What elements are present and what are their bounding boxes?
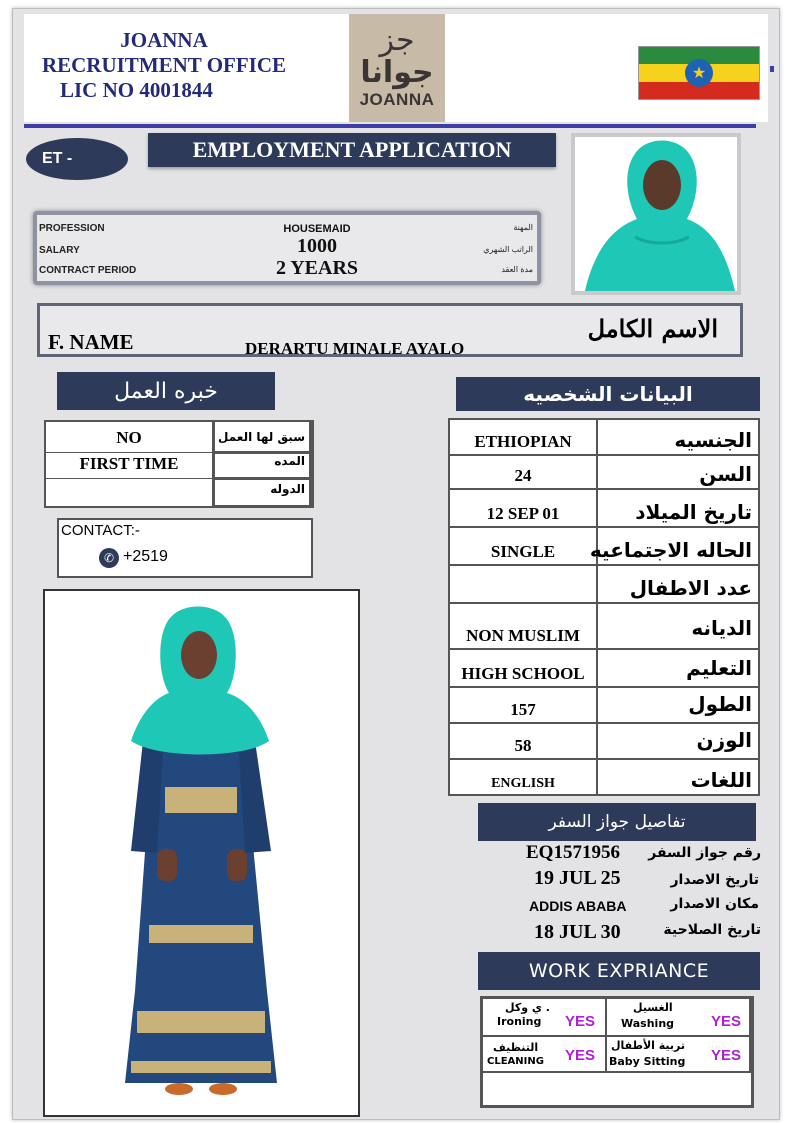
languages-value: ENGLISH <box>491 776 555 791</box>
washing-label-ar: الغسيل <box>633 1001 673 1014</box>
experience-row <box>46 478 312 506</box>
reference-badge: ET - <box>26 138 128 180</box>
passport-expiry-value: 18 JUL 30 <box>534 921 621 943</box>
application-title: EMPLOYMENT APPLICATION <box>148 133 556 167</box>
personal-row <box>450 688 758 724</box>
name-value: DERARTU MINALE AYALO <box>245 339 465 358</box>
contract-label: CONTRACT PERIOD <box>39 265 137 276</box>
passport-place-label: مكان الاصدار <box>670 896 759 912</box>
profession-label-ar: المهنة <box>513 223 533 232</box>
profession-value: HOUSEMAID <box>283 223 351 235</box>
marital-status-value: SINGLE <box>490 542 556 561</box>
age-label: السن <box>699 462 752 486</box>
experience-label: الدوله <box>212 476 312 508</box>
religion-value: NON MUSLIM <box>466 626 580 645</box>
personal-row <box>450 604 758 650</box>
ironing-label: Ironing <box>497 1015 542 1028</box>
personal-row <box>450 528 758 566</box>
experience-table <box>44 420 314 508</box>
skill-cleaning <box>483 1035 607 1073</box>
experience-header: خبره العمل <box>57 372 275 410</box>
passport-number-label: رقم جواز السفر <box>648 845 761 861</box>
portrait-figure <box>575 137 737 291</box>
birth-date-value: 12 SEP 01 <box>486 504 560 523</box>
passport-place-value: ADDIS ABABA <box>529 898 627 914</box>
personal-row <box>450 566 758 604</box>
full-body-photo <box>43 589 360 1117</box>
salary-label-ar: الراتب الشهري <box>483 245 533 254</box>
baby-sitting-label-ar: تربية الأطفال <box>611 1039 686 1052</box>
education-value: HIGH SCHOOL <box>461 664 585 683</box>
religion-label: الديانه <box>691 616 752 640</box>
washing-yes: YES <box>711 1013 742 1030</box>
logo-glyph: جز <box>379 23 415 58</box>
experience-label: المده <box>212 450 312 480</box>
skill-ironing <box>483 999 607 1037</box>
experience-label: سبق لها العمل <box>212 420 312 454</box>
contact-box <box>57 518 313 578</box>
baby-sitting-label: Baby Sitting <box>609 1055 686 1068</box>
salary-value: 1000 <box>297 235 337 257</box>
passport-issue-label: تاريخ الاصدار <box>670 872 759 888</box>
job-details-box <box>33 211 541 285</box>
name-label: F. NAME <box>48 330 134 354</box>
personal-row <box>450 490 758 528</box>
passport-header: تفاصيل جواز السفر <box>478 803 756 841</box>
age-value: 24 <box>514 466 532 485</box>
personal-row <box>450 456 758 490</box>
ironing-label-ar: ي وكل . <box>505 1001 550 1014</box>
cleaning-label-ar: التنظيف <box>493 1041 539 1054</box>
personal-data-table <box>448 418 760 796</box>
baby-sitting-yes: YES <box>711 1047 742 1064</box>
weight-value: 58 <box>514 736 532 755</box>
ironing-yes: YES <box>565 1013 596 1030</box>
contract-value: 2 YEARS <box>275 257 359 279</box>
personal-row <box>450 760 758 794</box>
flag-emblem-icon: ★ <box>685 59 713 87</box>
skills-table <box>480 996 754 1108</box>
header-marker <box>770 66 774 72</box>
experience-value: NO <box>116 428 142 447</box>
logo-arabic: جوانا <box>360 55 434 90</box>
office-name <box>30 28 298 103</box>
full-name-box <box>37 303 743 357</box>
work-experience-header: WORK EXPRIANCE <box>478 952 760 990</box>
name-label-ar: الاسم الكامل <box>587 314 718 343</box>
cleaning-yes: YES <box>565 1047 596 1064</box>
experience-row <box>46 452 312 479</box>
birth-date-label: تاريخ الميلاد <box>635 500 752 524</box>
height-label: الطول <box>688 692 752 716</box>
skill-washing <box>605 999 751 1037</box>
languages-label: اللغات <box>690 768 752 792</box>
experience-value: FIRST TIME <box>79 454 179 473</box>
office-line-1: JOANNA <box>120 28 208 52</box>
ethiopia-flag <box>638 46 760 100</box>
marital-status-label: الحاله الاجتماعيه <box>589 538 752 562</box>
weight-label: الوزن <box>696 728 752 752</box>
personal-row <box>450 724 758 760</box>
personal-row <box>450 650 758 688</box>
contact-label: CONTACT:- <box>61 522 140 539</box>
children-label: عدد الاطفال <box>629 576 752 600</box>
phone-icon: ✆ <box>99 548 119 568</box>
portrait-photo <box>571 133 741 295</box>
personal-row <box>450 420 758 456</box>
experience-row <box>46 422 312 453</box>
header-divider <box>24 124 756 128</box>
personal-data-header: البيانات الشخصيه <box>456 377 760 411</box>
education-label: التعليم <box>686 656 752 680</box>
office-line-2: RECRUITMENT OFFICE <box>41 53 287 77</box>
passport-expiry-label: تاريخ الصلاحية <box>663 922 761 938</box>
height-value: 157 <box>510 700 536 719</box>
salary-label: SALARY <box>39 245 80 256</box>
joanna-logo <box>349 14 445 122</box>
profession-label: PROFESSION <box>39 223 105 234</box>
full-body-figure <box>45 591 358 1115</box>
skill-baby-sitting <box>605 1035 751 1073</box>
passport-issue-value: 19 JUL 25 <box>534 867 621 889</box>
contract-label-ar: مدة العقد <box>501 265 533 274</box>
washing-label: Washing <box>621 1017 675 1030</box>
logo-english: JOANNA <box>359 90 435 109</box>
contact-phone[interactable]: +2519 <box>123 548 168 565</box>
cleaning-label: CLEANING <box>487 1056 544 1067</box>
license-number: LIC NO 4001844 <box>60 78 213 102</box>
nationality-label: الجنسيه <box>674 428 752 452</box>
nationality-value: ETHIOPIAN <box>474 432 572 451</box>
passport-number-value: EQ1571956 <box>526 842 620 863</box>
